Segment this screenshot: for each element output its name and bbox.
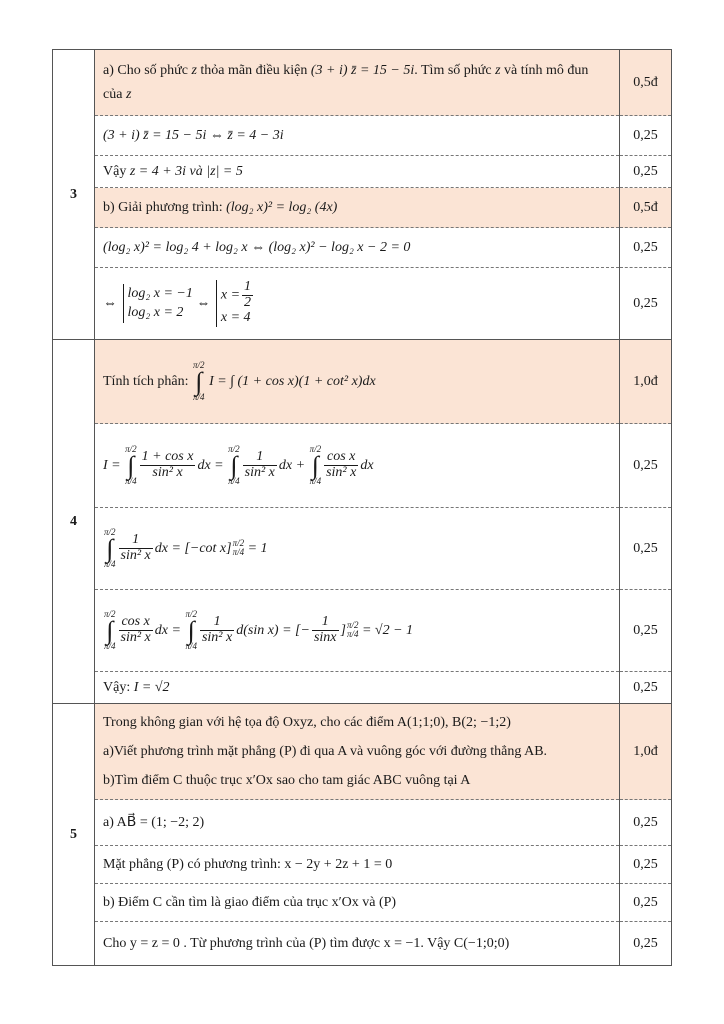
q3-step-3: (log₂ x)² = log₂ 4 + log₂ x ⇔ (log₂ x)² − log₂ x − 2 = 0: [95, 228, 620, 268]
q5-question-score: 1,0đ: [620, 704, 672, 800]
q4-step-1-score: 0,25: [620, 424, 672, 508]
q5-step-3-row: [53, 884, 672, 922]
q5-question-line-3: b)Tìm điểm C thuộc trục x′Ox sao cho tam giác ABC vuông tại A: [103, 773, 471, 788]
q5-question-line-2: a)Viết phương trình mặt phẳng (P) đi qua A và vuông góc với đường thẳng AB.: [103, 744, 548, 759]
q4-step-1: I = π/2 ∫ π/4 $\frac{\text{1 + cos x}}{\text{sin² x}}$ dx = π/2 ∫ π/4 $\frac{1}{\text{sin² x}}$ dx + π/2 ∫ π/4 $\frac{\text{cos x}}{\text{sin² x}}$ dx: [95, 424, 620, 508]
q4-step-4-score: 0,25: [620, 672, 672, 704]
q5-step-4-score: 0,25: [620, 922, 672, 966]
q4-step-2-score: 0,25: [620, 508, 672, 590]
q3-step-2-score: 0,25: [620, 156, 672, 188]
q3-step-1-row: [53, 116, 672, 156]
q5-question-line-1: Trong không gian với hệ tọa độ Oxyz, cho các điểm A(1;1;0), B(2; −1;2): [103, 715, 511, 730]
q4-step-2: π/2 ∫ π/4 $\frac{1}{\text{sin² x}}$ dx = [−cot x] π/2 π/4 = 1: [95, 508, 620, 590]
q4-question-score: 1,0đ: [620, 340, 672, 424]
q4-step-2-row: [53, 508, 672, 590]
q3-step-4: ⇔ log₂ x = −1 log₂ x = 2 ⇔ x = $\frac{1}{2}$ x = 4: [95, 268, 620, 340]
q4-step-1-row: [53, 424, 672, 508]
q3-step-1-score: 0,25: [620, 116, 672, 156]
q4-step-3: π/2 ∫ π/4 $\frac{\text{cos x}}{\text{sin² x}}$ dx = π/2 ∫ π/4 $\frac{1}{\text{sin² x}}$ d(sin x) = [− $\frac{1}{\sin x}$ ] π/2 π/4 = √2 − 1: [95, 590, 620, 672]
q3-part-a-question: a) Cho số phức z thỏa mãn điều kiện (3 + i) z̄ = 15 − 5i. Tìm số phức z và tính mô đun của z: [95, 50, 620, 116]
q5-step-1: a) AB⃗ = (1; −2; 2): [95, 800, 620, 846]
q3-step-4-row: [53, 268, 672, 340]
q3-part-a-row: [53, 50, 672, 116]
q3-step-2-row: [53, 156, 672, 188]
q5-step-4-row: [53, 922, 672, 966]
q5-step-1-row: [53, 800, 672, 846]
q4-question: Tính tích phân: π/2 ∫ π/4 I = ∫ (1 + cos x)(1 + cot² x)dx: [95, 340, 620, 424]
q3-step-1: (3 + i) z̄ = 15 − 5i ⇔ z̄ = 4 − 3i: [95, 116, 620, 156]
q3-part-b-question: b) Giải phương trình: (log₂ x)² = log₂ (4x): [95, 188, 620, 228]
q3-step-4-score: 0,25: [620, 268, 672, 340]
q5-step-2: Mặt phẳng (P) có phương trình: x − 2y + 2z + 1 = 0: [95, 846, 620, 884]
q5-step-3-score: 0,25: [620, 884, 672, 922]
q3-step-3-score: 0,25: [620, 228, 672, 268]
q3-part-b-row: [53, 188, 672, 228]
q3-number: 3: [53, 50, 95, 340]
q3-part-a-score: 0,5đ: [620, 50, 672, 116]
q5-step-1-score: 0,25: [620, 800, 672, 846]
q4-step-3-score: 0,25: [620, 590, 672, 672]
q5-number: 5: [53, 704, 95, 966]
q4-step-3-row: [53, 590, 672, 672]
answer-table: [52, 49, 672, 966]
q3-step-2: Vậy z = 4 + 3i và |z| = 5: [95, 156, 620, 188]
q4-step-4-row: [53, 672, 672, 704]
q5-step-3: b) Điểm C cần tìm là giao điểm của trục x′Ox và (P): [95, 884, 620, 922]
q3-step-3-row: [53, 228, 672, 268]
q5-step-2-row: [53, 846, 672, 884]
q4-step-4: Vậy: I = √2: [95, 672, 620, 704]
q3-part-b-score: 0,5đ: [620, 188, 672, 228]
q4-question-row: [53, 340, 672, 424]
q5-question: [95, 704, 620, 800]
q5-step-2-score: 0,25: [620, 846, 672, 884]
q5-step-4: Cho y = z = 0 . Từ phương trình của (P) tìm được x = −1. Vậy C(−1;0;0): [95, 922, 620, 966]
q4-number: 4: [53, 340, 95, 704]
q5-question-row: [53, 704, 672, 800]
